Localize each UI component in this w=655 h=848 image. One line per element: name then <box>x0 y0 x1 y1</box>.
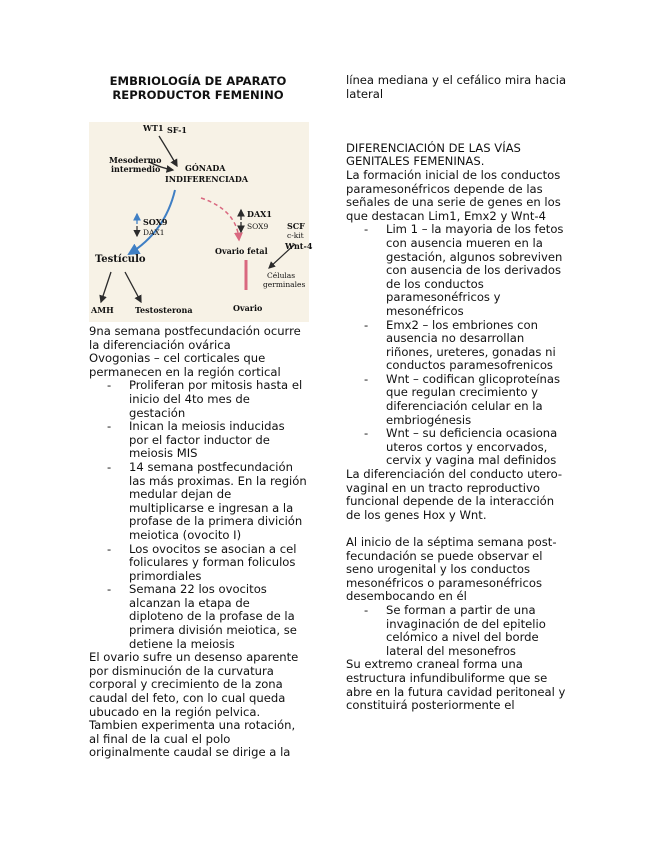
ovogonias-text: Ovogonias – cel corticales que permanecen en la región cortical <box>89 351 281 379</box>
testosterone-arrow <box>125 272 141 302</box>
gonad-differentiation-diagram <box>89 122 313 322</box>
genes-list <box>346 223 568 468</box>
list-item: - Inican la meiosis inducidas por el factor inductor de meiosis MIS <box>129 420 307 461</box>
wt1-arrow <box>159 136 177 166</box>
wnt4-label: Wnt-4 <box>285 241 313 251</box>
list-item: - 14 semana postfecundación las más proximas. En la región medular dejan de multiplicarse e ingresan a la profase de la primera divición meiotica (ovocito I) <box>129 461 307 543</box>
spacer <box>346 128 568 142</box>
amh-label: AMH <box>91 305 114 315</box>
testiculo-label: Testículo <box>95 254 146 265</box>
dax1-label: DAX1 <box>247 209 272 219</box>
celulas-label: Células <box>267 271 296 280</box>
indiferenciada-label: INDIFERENCIADA <box>165 174 249 184</box>
ovogonias-list <box>89 379 307 651</box>
list-item: - Se forman a partir de una invaginación de del epitelio celómico a nivel del borde lateral del mesonefros <box>386 604 568 658</box>
mesodermo-label: Mesodermo <box>109 155 162 165</box>
diagram-arrows <box>89 122 309 322</box>
intermedio-label: intermedio <box>111 164 161 174</box>
left-column <box>89 74 313 760</box>
amh-arrow <box>101 272 111 302</box>
ovario-fetal-label: Ovario fetal <box>215 246 268 256</box>
germinales-label: germinales <box>263 280 306 289</box>
sf1-label: SF-1 <box>167 125 187 135</box>
ovarian-differentiation-text: 9na semana postfecundación ocurre la diferenciación ovárica <box>89 324 301 352</box>
seventh-week-text: Al inicio de la séptima semana post-fecundación se puede observar el seno urogenital y los conductos mesonéfricos o paramesonéfricos desembocando en él <box>346 535 557 604</box>
list-item: - Emx2 – los embriones con ausencia no desarrollan riñones, ureteres, gonadas ni conductos paramesofrenicos <box>386 319 568 373</box>
list-item: - Proliferan por mitosis hasta el inicio del 4to mes de gestación <box>129 379 307 420</box>
testosterona-label: Testosterona <box>135 305 193 315</box>
ckit-label: c-kit <box>287 231 304 240</box>
list-item: - Los ovocitos se asocian a cel foliculares y forman foliculos primordiales <box>129 543 307 584</box>
spacer <box>346 522 568 536</box>
spacer <box>346 101 568 128</box>
scf-label: SCF <box>287 221 305 231</box>
ovario-label: Ovario <box>233 303 263 313</box>
continuation-text: línea mediana y el cefálico mira hacia lateral <box>346 73 567 101</box>
wt1-label: WT1 <box>143 123 164 133</box>
ovary-descent-text: El ovario sufre un desenso aparente por disminución de la curvatura corporal y crecimiento de la zona caudal del feto, con lo cual queda ubucado en la región pelvica. Tambien experimenta una rotación, al final de la cual el polo originalmente caudal se dirige a la <box>89 650 299 760</box>
list-item: - Lim 1 – la mayoria de los fetos con ausencia mueren en la gestación, algunos sobreviven con ausencia de los derivados de los conductos paramesonéfricos y mesonéfricos <box>386 223 568 318</box>
list-item: - Wnt – su deficiencia ocasiona uteros cortos y encorvados, cervix y vagina mal definidos <box>386 427 568 468</box>
sox9-right-label: SOX9 <box>247 222 269 231</box>
gonada-label: GÓNADA <box>185 163 226 173</box>
sox9-left-label: SOX9 <box>143 217 168 227</box>
right-column <box>346 74 568 713</box>
list-item: - Wnt – codifican glicoproteínas que regulan crecimiento y diferenciación celular en la embriogénesis <box>386 373 568 427</box>
cranial-end-text: Su extremo craneal forma una estructura infundibuliforme que se abre en la futura cavidad peritoneal y constituirá posteriormente el <box>346 657 566 713</box>
ovary-path <box>201 198 239 240</box>
dax1-small-label: DAX1 <box>143 228 165 237</box>
section-heading: DIFERENCIACIÓN DE LAS VÍAS GENITALES FEMENINAS. <box>346 140 521 169</box>
page-title: EMBRIOLOGÍA DE APARATO REPRODUCTOR FEMENINO <box>109 74 287 102</box>
section-intro-text: La formación inicial de los conductos paramesonéfricos depende de las señales de una serie de genes en los que destacan Lim1, Emx2 y Wnt-4 <box>346 167 561 223</box>
hox-wnt-text: La diferenciación del conducto utero-vaginal en un tracto reproductivo funcional depende de la interacción de los genes Hox y Wnt. <box>346 467 563 522</box>
list-item: - Semana 22 los ovocitos alcanzan la etapa de diploteno de la profase de la primera división meiotica, se detiene la meiosis <box>129 583 307 651</box>
invagination-list <box>346 604 568 658</box>
